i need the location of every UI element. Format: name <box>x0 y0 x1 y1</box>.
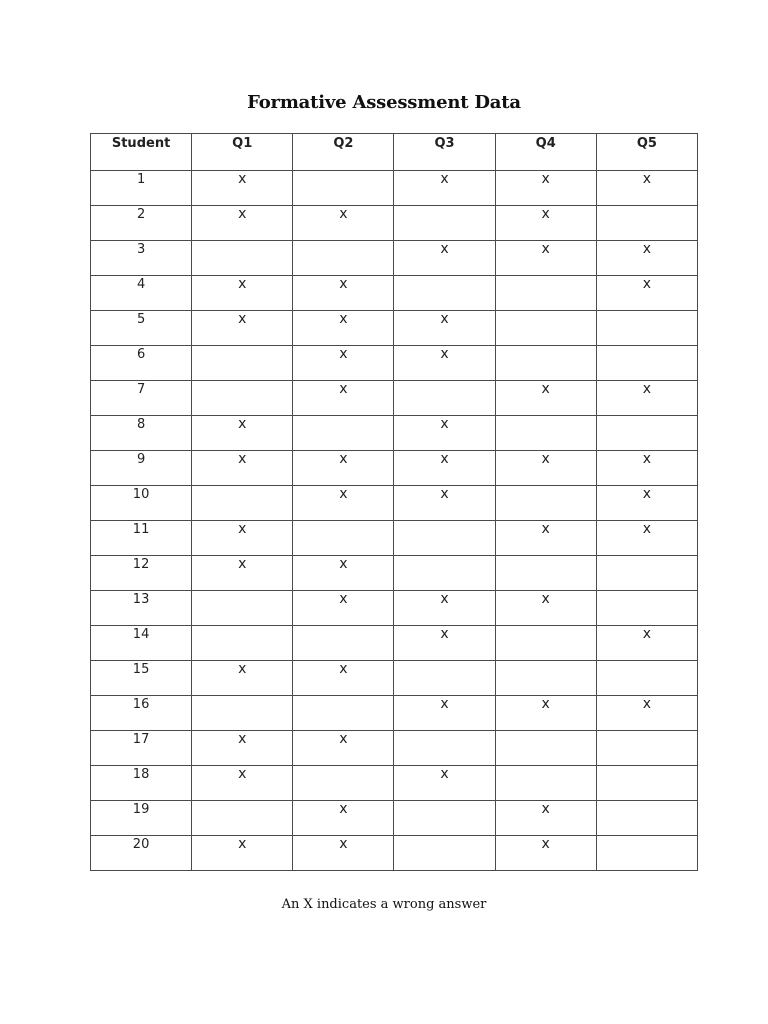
answer-cell-q2 <box>293 241 394 276</box>
answer-cell-q5 <box>596 766 697 801</box>
table-row <box>91 381 698 416</box>
table-row <box>91 206 698 241</box>
student-number-cell: 18 <box>91 766 192 801</box>
student-number-cell: 7 <box>91 381 192 416</box>
answer-cell-q4 <box>495 661 596 696</box>
answer-cell-q4 <box>495 311 596 346</box>
answer-cell-q4: x <box>495 591 596 626</box>
answer-cell-q2: x <box>293 556 394 591</box>
answer-cell-q3: x <box>394 486 495 521</box>
answer-cell-q1: x <box>192 451 293 486</box>
answer-cell-q1 <box>192 801 293 836</box>
answer-cell-q3 <box>394 381 495 416</box>
table-row <box>91 451 698 486</box>
student-number-cell: 6 <box>91 346 192 381</box>
column-header-student: Student <box>91 134 192 171</box>
student-number-cell: 1 <box>91 171 192 206</box>
column-header-q1: Q1 <box>192 134 293 171</box>
answer-cell-q5: x <box>596 626 697 661</box>
student-number-cell: 4 <box>91 276 192 311</box>
answer-cell-q2 <box>293 696 394 731</box>
answer-cell-q4: x <box>495 381 596 416</box>
answer-cell-q2 <box>293 766 394 801</box>
answer-cell-q5: x <box>596 276 697 311</box>
answer-cell-q3 <box>394 801 495 836</box>
answer-cell-q1 <box>192 381 293 416</box>
table-row <box>91 171 698 206</box>
answer-cell-q5: x <box>596 696 697 731</box>
table-row <box>91 486 698 521</box>
answer-cell-q3: x <box>394 346 495 381</box>
answer-cell-q2 <box>293 521 394 556</box>
student-number-cell: 9 <box>91 451 192 486</box>
table-row <box>91 346 698 381</box>
answer-cell-q2: x <box>293 486 394 521</box>
answer-cell-q1: x <box>192 171 293 206</box>
answer-cell-q5 <box>596 206 697 241</box>
table-row <box>91 311 698 346</box>
answer-cell-q5 <box>596 801 697 836</box>
answer-cell-q1: x <box>192 311 293 346</box>
answer-cell-q1 <box>192 241 293 276</box>
answer-cell-q1: x <box>192 556 293 591</box>
answer-cell-q4: x <box>495 241 596 276</box>
answer-cell-q3: x <box>394 626 495 661</box>
table-row <box>91 416 698 451</box>
answer-cell-q5 <box>596 416 697 451</box>
table-row <box>91 241 698 276</box>
answer-cell-q5: x <box>596 171 697 206</box>
answer-cell-q3 <box>394 836 495 871</box>
student-number-cell: 17 <box>91 731 192 766</box>
student-number-cell: 5 <box>91 311 192 346</box>
student-number-cell: 20 <box>91 836 192 871</box>
table-row <box>91 591 698 626</box>
student-number-cell: 3 <box>91 241 192 276</box>
student-number-cell: 12 <box>91 556 192 591</box>
answer-cell-q3 <box>394 276 495 311</box>
answer-cell-q3: x <box>394 171 495 206</box>
answer-cell-q3: x <box>394 241 495 276</box>
student-number-cell: 16 <box>91 696 192 731</box>
answer-cell-q5 <box>596 731 697 766</box>
student-number-cell: 19 <box>91 801 192 836</box>
table-row <box>91 661 698 696</box>
answer-cell-q5 <box>596 591 697 626</box>
answer-cell-q1: x <box>192 836 293 871</box>
table-row <box>91 696 698 731</box>
answer-cell-q3: x <box>394 416 495 451</box>
answer-cell-q1 <box>192 346 293 381</box>
table-row <box>91 626 698 661</box>
page-title: Formative Assessment Data <box>247 92 521 113</box>
student-number-cell: 8 <box>91 416 192 451</box>
answer-cell-q2: x <box>293 801 394 836</box>
table-row <box>91 731 698 766</box>
answer-cell-q4 <box>495 346 596 381</box>
answer-cell-q1 <box>192 696 293 731</box>
answer-cell-q3 <box>394 556 495 591</box>
answer-cell-q4 <box>495 276 596 311</box>
student-number-cell: 2 <box>91 206 192 241</box>
answer-cell-q4: x <box>495 521 596 556</box>
table-header-row <box>91 134 698 171</box>
answer-cell-q4 <box>495 486 596 521</box>
footnote: An X indicates a wrong answer <box>281 897 487 912</box>
answer-cell-q5 <box>596 661 697 696</box>
column-header-q5: Q5 <box>596 134 697 171</box>
answer-cell-q1: x <box>192 731 293 766</box>
answer-cell-q5: x <box>596 381 697 416</box>
answer-cell-q5 <box>596 556 697 591</box>
answer-cell-q1: x <box>192 276 293 311</box>
answer-cell-q1: x <box>192 416 293 451</box>
answer-cell-q1: x <box>192 521 293 556</box>
answer-cell-q4: x <box>495 801 596 836</box>
student-number-cell: 15 <box>91 661 192 696</box>
student-number-cell: 13 <box>91 591 192 626</box>
answer-cell-q5: x <box>596 521 697 556</box>
answer-cell-q5 <box>596 311 697 346</box>
answer-cell-q2: x <box>293 346 394 381</box>
answer-cell-q1: x <box>192 206 293 241</box>
student-number-cell: 11 <box>91 521 192 556</box>
answer-cell-q4: x <box>495 206 596 241</box>
answer-cell-q1 <box>192 591 293 626</box>
answer-cell-q5 <box>596 346 697 381</box>
assessment-table <box>90 133 698 871</box>
column-header-q4: Q4 <box>495 134 596 171</box>
table-row <box>91 766 698 801</box>
answer-cell-q2: x <box>293 661 394 696</box>
column-header-q2: Q2 <box>293 134 394 171</box>
answer-cell-q2 <box>293 171 394 206</box>
answer-cell-q3 <box>394 731 495 766</box>
answer-cell-q1: x <box>192 766 293 801</box>
answer-cell-q4 <box>495 626 596 661</box>
answer-cell-q3: x <box>394 591 495 626</box>
table-row <box>91 836 698 871</box>
answer-cell-q2: x <box>293 731 394 766</box>
student-number-cell: 10 <box>91 486 192 521</box>
answer-cell-q3 <box>394 661 495 696</box>
answer-cell-q2: x <box>293 451 394 486</box>
answer-cell-q3: x <box>394 766 495 801</box>
answer-cell-q4: x <box>495 171 596 206</box>
answer-cell-q2: x <box>293 206 394 241</box>
table-row <box>91 556 698 591</box>
answer-cell-q4 <box>495 556 596 591</box>
answer-cell-q1 <box>192 626 293 661</box>
answer-cell-q4 <box>495 416 596 451</box>
answer-cell-q4: x <box>495 836 596 871</box>
table-body <box>91 171 698 871</box>
answer-cell-q4 <box>495 766 596 801</box>
table-row <box>91 801 698 836</box>
answer-cell-q2: x <box>293 836 394 871</box>
answer-cell-q5 <box>596 836 697 871</box>
answer-cell-q1 <box>192 486 293 521</box>
answer-cell-q5: x <box>596 486 697 521</box>
table-row <box>91 521 698 556</box>
answer-cell-q2: x <box>293 276 394 311</box>
answer-cell-q4: x <box>495 451 596 486</box>
answer-cell-q3: x <box>394 451 495 486</box>
answer-cell-q3: x <box>394 311 495 346</box>
answer-cell-q3 <box>394 521 495 556</box>
answer-cell-q5: x <box>596 241 697 276</box>
answer-cell-q2 <box>293 626 394 661</box>
answer-cell-q5: x <box>596 451 697 486</box>
answer-cell-q2: x <box>293 381 394 416</box>
answer-cell-q3: x <box>394 696 495 731</box>
column-header-q3: Q3 <box>394 134 495 171</box>
answer-cell-q3 <box>394 206 495 241</box>
answer-cell-q2: x <box>293 591 394 626</box>
answer-cell-q2 <box>293 416 394 451</box>
answer-cell-q4 <box>495 731 596 766</box>
answer-cell-q2: x <box>293 311 394 346</box>
answer-cell-q4: x <box>495 696 596 731</box>
answer-cell-q1: x <box>192 661 293 696</box>
table-row <box>91 276 698 311</box>
student-number-cell: 14 <box>91 626 192 661</box>
